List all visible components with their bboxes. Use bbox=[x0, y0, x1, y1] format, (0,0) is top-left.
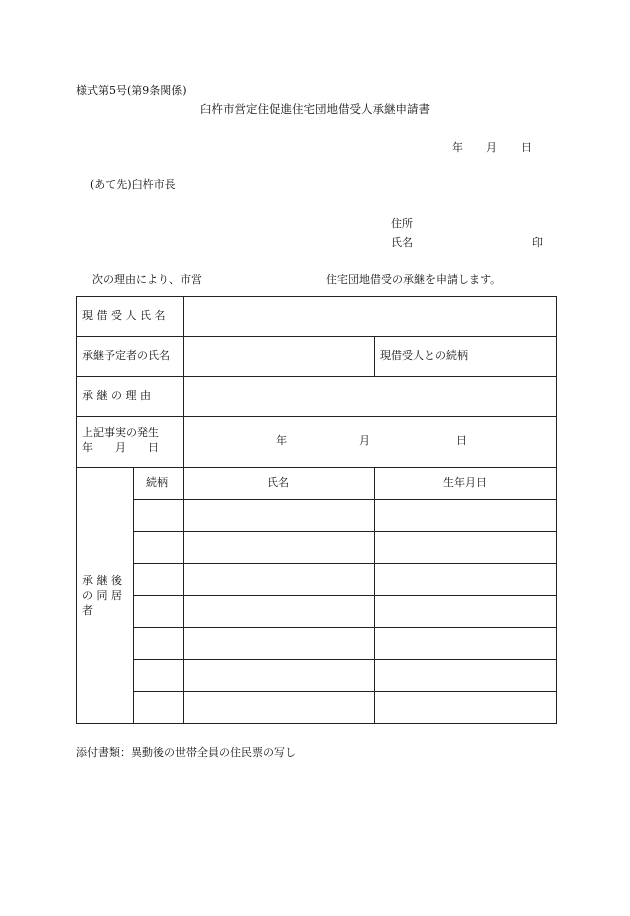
occurrence-day-label: 日 bbox=[456, 434, 467, 447]
occurrence-label-line2: 年 月 日 bbox=[82, 441, 159, 454]
successor-name-label: 承継予定者の氏名 bbox=[82, 349, 170, 362]
col-header-birthdate: 生年月日 bbox=[443, 476, 487, 489]
current-tenant-field[interactable] bbox=[186, 299, 554, 334]
household-row-divider bbox=[133, 627, 557, 628]
household-row-divider bbox=[133, 563, 557, 564]
col-header-relationship: 続柄 bbox=[146, 476, 168, 489]
relationship-label: 現借受人との続柄 bbox=[380, 349, 468, 362]
reason-label: 承 継 の 理 由 bbox=[82, 389, 151, 402]
applicant-name-label: 氏名 bbox=[391, 236, 413, 249]
household-name-divider bbox=[183, 467, 184, 724]
date-year-label: 年 bbox=[452, 141, 463, 154]
household-row-divider bbox=[133, 499, 557, 500]
reason-field[interactable] bbox=[186, 379, 554, 414]
row-divider bbox=[76, 376, 557, 377]
occurrence-label-line1: 上記事実の発生 bbox=[82, 426, 159, 439]
date-day-label: 日 bbox=[521, 141, 532, 154]
household-row-divider bbox=[133, 659, 557, 660]
addressee: (あて先)臼杵市長 bbox=[90, 178, 176, 191]
intro-text-part2: 住宅団地借受の承継を申請します。 bbox=[326, 273, 502, 286]
label-column-divider bbox=[183, 296, 184, 468]
household-label-line3: 者 bbox=[82, 604, 93, 617]
row-divider bbox=[76, 336, 557, 337]
date-month-label: 月 bbox=[486, 141, 497, 154]
document-title: 臼杵市営定住促進住宅団地借受人承継申請書 bbox=[200, 102, 430, 116]
intro-text-part1: 次の理由により、市営 bbox=[92, 273, 202, 286]
col-header-name: 氏名 bbox=[267, 476, 289, 489]
household-label-line1: 承 継 後 bbox=[82, 574, 122, 587]
household-row-divider bbox=[133, 595, 557, 596]
successor-name-field[interactable] bbox=[186, 339, 372, 374]
household-birth-divider bbox=[374, 467, 375, 724]
household-label-divider bbox=[133, 467, 134, 724]
household-row-divider bbox=[133, 691, 557, 692]
occurrence-year-label: 年 bbox=[276, 434, 287, 447]
occurrence-month-label: 月 bbox=[359, 434, 370, 447]
attachments-note: 添付書類：異動後の世帯全員の住民票の写し bbox=[76, 746, 296, 759]
household-row-divider bbox=[133, 531, 557, 532]
row-divider bbox=[76, 467, 557, 468]
current-tenant-label: 現 借 受 人 氏 名 bbox=[82, 309, 166, 322]
household-label-line2: の 同 居 bbox=[82, 589, 122, 602]
row-divider bbox=[76, 416, 557, 417]
seal-label: 印 bbox=[532, 236, 543, 249]
form-number: 様式第5号(第9条関係) bbox=[76, 84, 187, 97]
address-label: 住所 bbox=[391, 217, 413, 230]
relationship-column-divider bbox=[374, 336, 375, 377]
